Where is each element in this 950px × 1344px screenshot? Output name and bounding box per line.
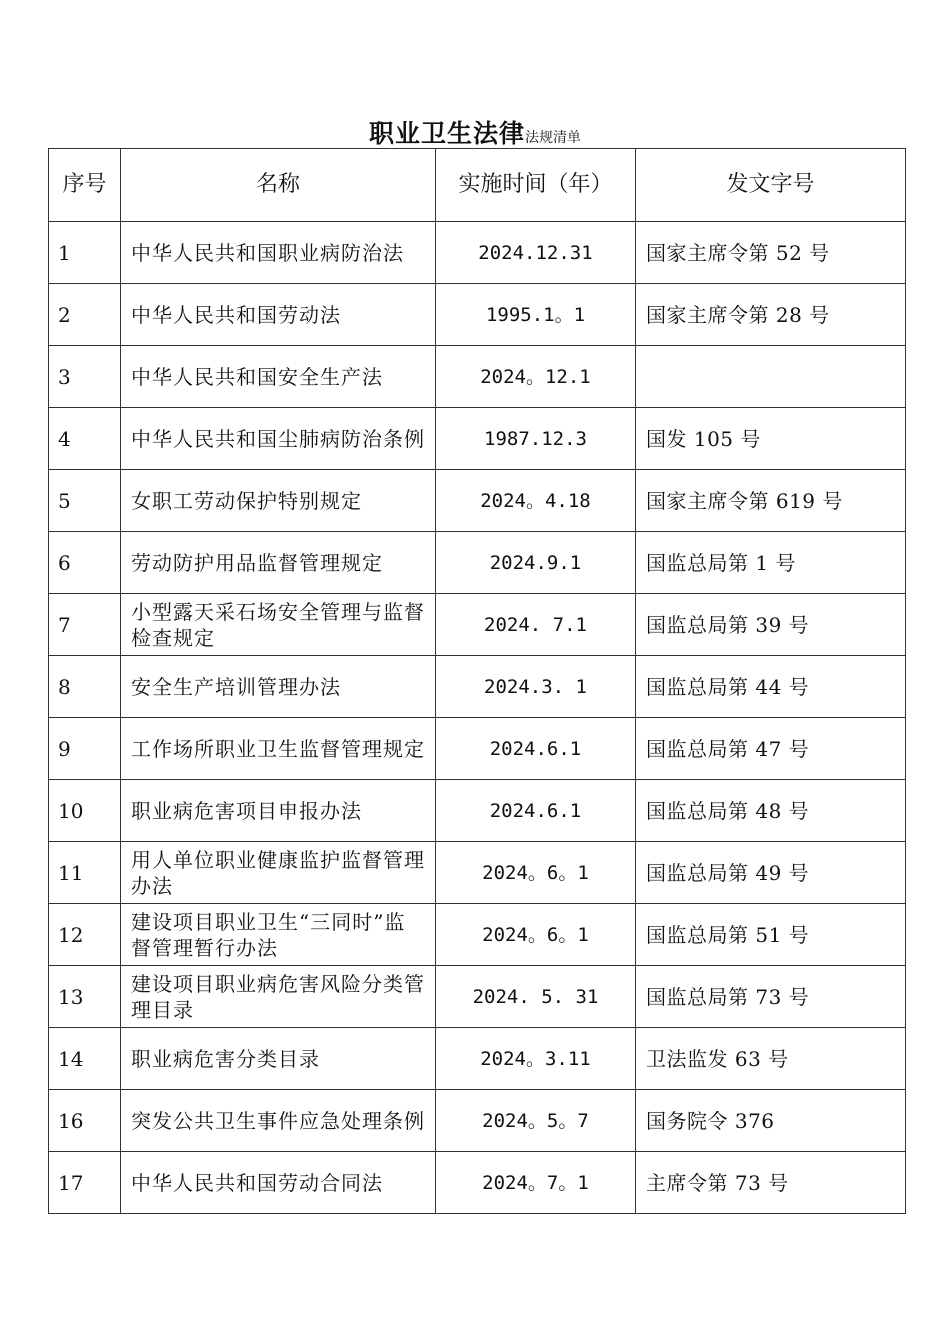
cell-name: 建设项目职业病危害风险分类管理目录 [121,966,436,1028]
title-main: 职业卫生法律 [368,119,525,148]
cell-seq: 6 [49,532,121,594]
table-row [49,222,906,284]
cell-name: 中华人民共和国安全生产法 [121,346,436,408]
cell-seq: 7 [49,594,121,656]
cell-date: 2024.12.31 [436,222,636,284]
cell-seq: 4 [49,408,121,470]
cell-date: 2024.3. 1 [436,656,636,718]
cell-doc: 国监总局第 39 号 [636,594,906,656]
header-date: 实施时间（年） [436,149,636,222]
cell-name: 安全生产培训管理办法 [121,656,436,718]
cell-date: 1987.12.3 [436,408,636,470]
table-row [49,718,906,780]
table-row [49,408,906,470]
cell-name: 劳动防护用品监督管理规定 [121,532,436,594]
header-name: 名称 [121,149,436,222]
cell-seq: 16 [49,1090,121,1152]
cell-date: 2024.6.1 [436,718,636,780]
cell-seq: 1 [49,222,121,284]
cell-date: 2024. 7.1 [436,594,636,656]
table-row [49,904,906,966]
regulations-table [48,148,906,1214]
cell-date: 2024。3.11 [436,1028,636,1090]
cell-doc: 国监总局第 44 号 [636,656,906,718]
cell-doc: 国监总局第 51 号 [636,904,906,966]
cell-date: 2024。12.1 [436,346,636,408]
cell-date: 2024。5。7 [436,1090,636,1152]
cell-seq: 11 [49,842,121,904]
cell-doc: 国监总局第 1 号 [636,532,906,594]
table-row [49,594,906,656]
table-row [49,470,906,532]
cell-doc: 国家主席令第 52 号 [636,222,906,284]
cell-doc: 主席令第 73 号 [636,1152,906,1214]
table-row [49,532,906,594]
document-title [0,114,950,150]
cell-name: 建设项目职业卫生“三同时”监督管理暂行办法 [121,904,436,966]
cell-doc [636,346,906,408]
cell-name: 小型露天采石场安全管理与监督检查规定 [121,594,436,656]
table-row [49,1152,906,1214]
cell-name: 女职工劳动保护特别规定 [121,470,436,532]
cell-name: 用人单位职业健康监护监督管理办法 [121,842,436,904]
table-header-row [49,149,906,222]
cell-seq: 10 [49,780,121,842]
cell-name: 职业病危害项目申报办法 [121,780,436,842]
table-row [49,966,906,1028]
title-sub: 法规清单 [525,130,581,146]
cell-name: 中华人民共和国劳动法 [121,284,436,346]
table-row [49,346,906,408]
cell-doc: 国监总局第 49 号 [636,842,906,904]
cell-date: 2024. 5. 31 [436,966,636,1028]
cell-name: 中华人民共和国职业病防治法 [121,222,436,284]
cell-name: 中华人民共和国劳动合同法 [121,1152,436,1214]
cell-date: 2024。6。1 [436,904,636,966]
cell-doc: 国务院令 376 [636,1090,906,1152]
cell-seq: 8 [49,656,121,718]
cell-name: 突发公共卫生事件应急处理条例 [121,1090,436,1152]
header-seq: 序号 [49,149,121,222]
cell-doc: 国监总局第 47 号 [636,718,906,780]
cell-seq: 2 [49,284,121,346]
cell-date: 2024。7。1 [436,1152,636,1214]
cell-name: 工作场所职业卫生监督管理规定 [121,718,436,780]
cell-doc: 卫法监发 63 号 [636,1028,906,1090]
cell-name: 中华人民共和国尘肺病防治条例 [121,408,436,470]
table-row [49,1090,906,1152]
table-row [49,842,906,904]
header-doc: 发文字号 [636,149,906,222]
table-row [49,656,906,718]
cell-date: 2024。4.18 [436,470,636,532]
cell-seq: 9 [49,718,121,780]
cell-seq: 3 [49,346,121,408]
cell-date: 2024.6.1 [436,780,636,842]
cell-doc: 国发 105 号 [636,408,906,470]
cell-date: 2024。6。1 [436,842,636,904]
cell-seq: 17 [49,1152,121,1214]
cell-doc: 国监总局第 73 号 [636,966,906,1028]
cell-doc: 国监总局第 48 号 [636,780,906,842]
table-row [49,1028,906,1090]
cell-doc: 国家主席令第 28 号 [636,284,906,346]
table-row [49,780,906,842]
cell-date: 1995.1。1 [436,284,636,346]
cell-seq: 12 [49,904,121,966]
table-body [49,222,906,1214]
cell-seq: 5 [49,470,121,532]
cell-seq: 13 [49,966,121,1028]
cell-name: 职业病危害分类目录 [121,1028,436,1090]
table-row [49,284,906,346]
cell-doc: 国家主席令第 619 号 [636,470,906,532]
cell-date: 2024.9.1 [436,532,636,594]
cell-seq: 14 [49,1028,121,1090]
